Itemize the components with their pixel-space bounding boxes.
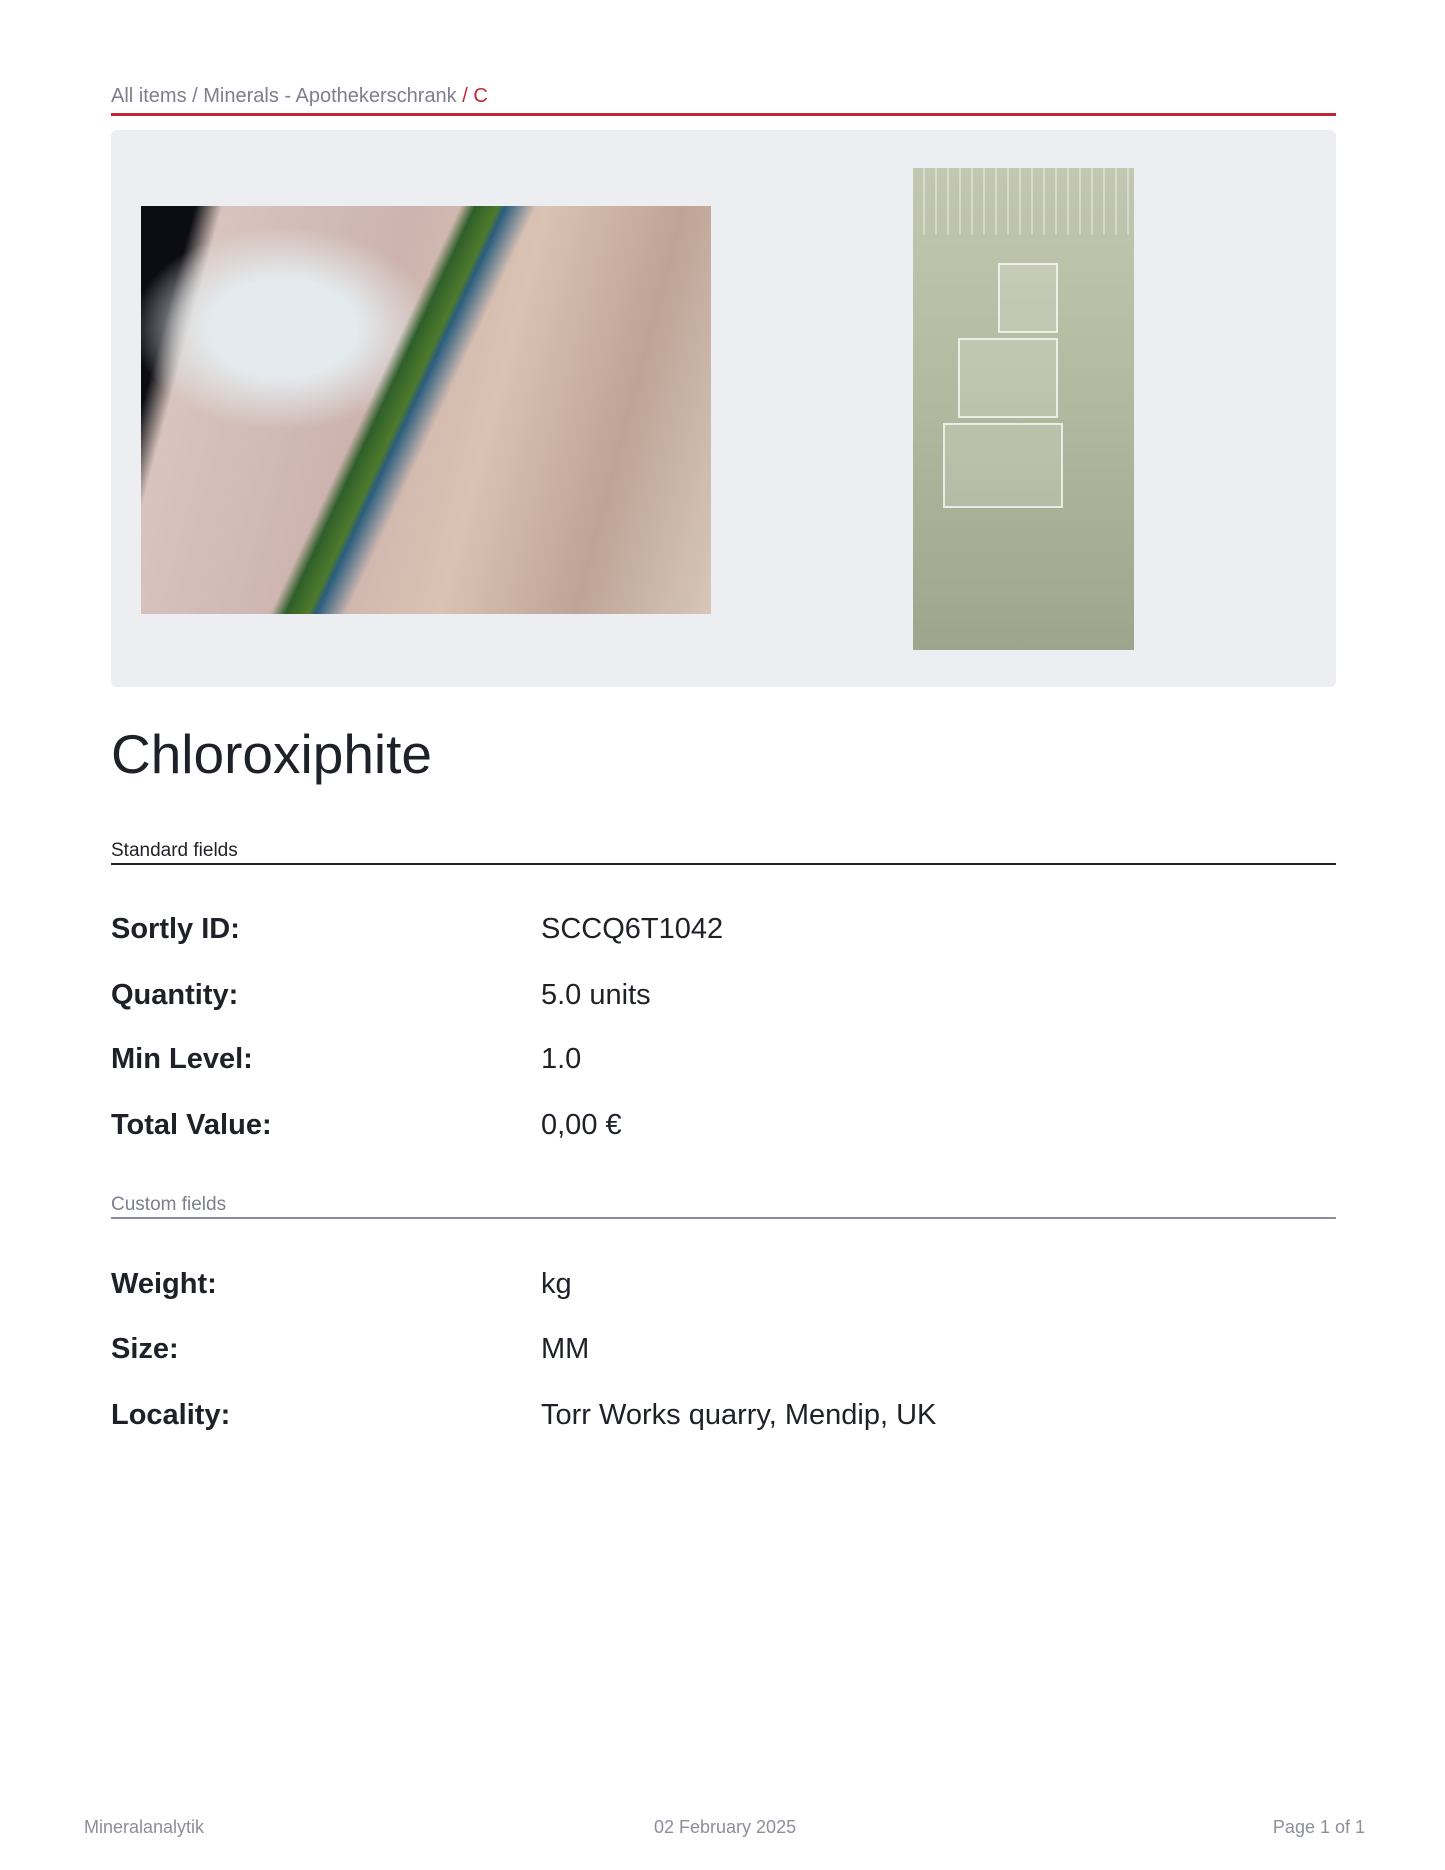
field-label: Weight: xyxy=(111,1268,217,1300)
footer-date: 02 February 2025 xyxy=(654,1817,797,1837)
field-value: MM xyxy=(541,1333,590,1365)
breadcrumb-current: / C xyxy=(462,85,488,107)
footer-company: Mineralanalytik xyxy=(84,1817,205,1837)
field-value: SCCQ6T1042 xyxy=(541,913,724,945)
standard-fields-heading: Standard fields xyxy=(111,840,238,861)
field-label: Locality: xyxy=(111,1399,231,1431)
standard-fields-divider xyxy=(111,863,1336,865)
field-label: Quantity: xyxy=(111,979,239,1011)
field-value: kg xyxy=(541,1268,572,1300)
breadcrumb-divider xyxy=(111,113,1336,116)
field-label: Min Level: xyxy=(111,1043,253,1075)
footer-page-number: Page 1 of 1 xyxy=(1272,1817,1365,1837)
mineral-photo[interactable] xyxy=(141,206,711,614)
field-value: 5.0 units xyxy=(541,979,651,1011)
breadcrumb-path[interactable]: All items / Minerals - Apothekerschrank xyxy=(111,85,457,107)
field-label: Sortly ID: xyxy=(111,913,240,945)
field-value: 0,00 € xyxy=(541,1109,622,1141)
breadcrumb xyxy=(111,85,488,108)
custom-fields-divider xyxy=(111,1217,1336,1219)
field-value: 1.0 xyxy=(541,1043,582,1075)
field-label: Total Value: xyxy=(111,1109,272,1141)
field-label: Size: xyxy=(111,1333,179,1365)
field-value: Torr Works quarry, Mendip, UK xyxy=(541,1399,937,1431)
cabinet-photo[interactable] xyxy=(913,168,1134,650)
item-title: Chloroxiphite xyxy=(111,723,433,785)
custom-fields-heading: Custom fields xyxy=(111,1194,227,1215)
